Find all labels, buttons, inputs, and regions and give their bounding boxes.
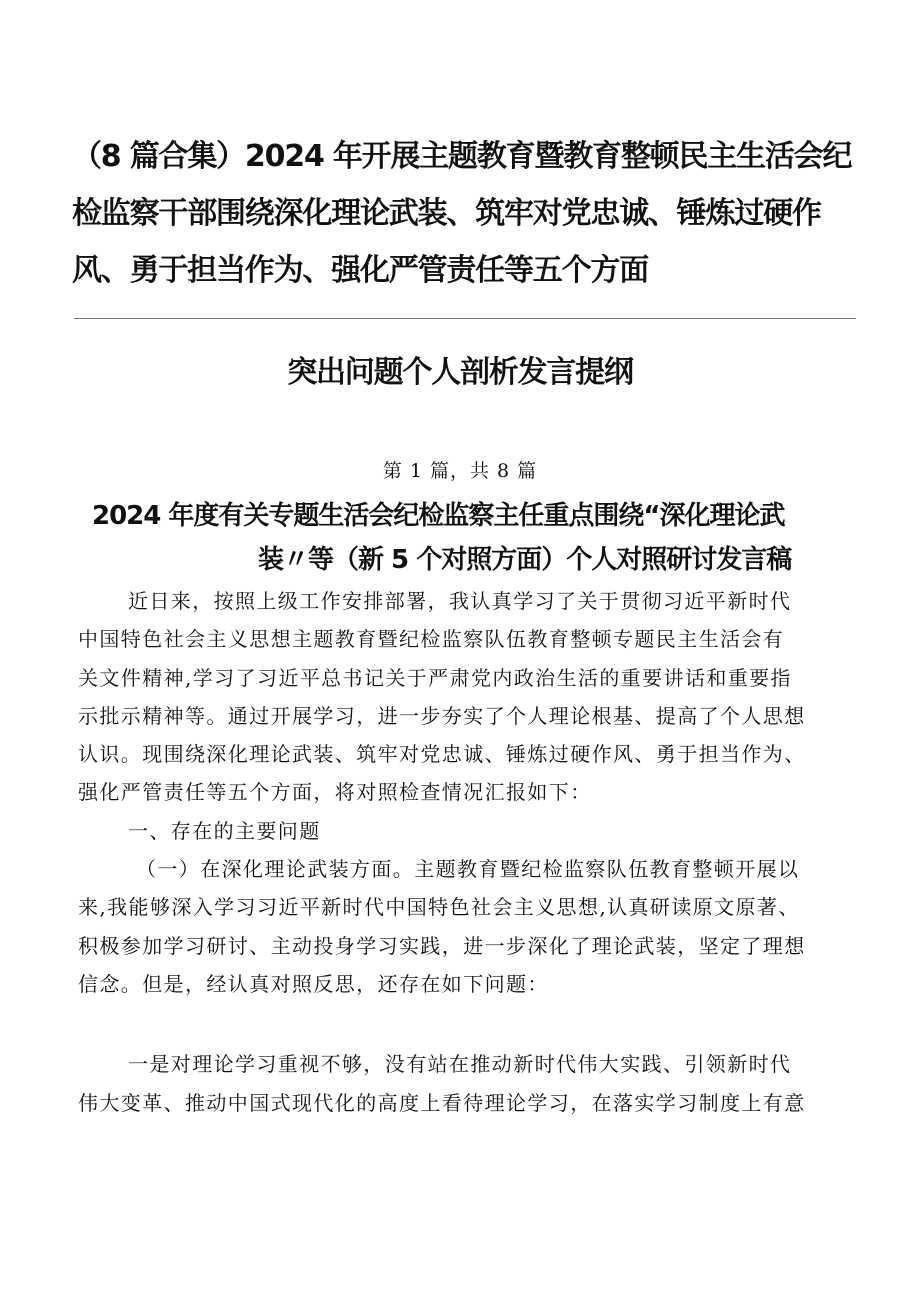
paragraph-gap xyxy=(78,1003,858,1045)
part-label: 第 1 篇，共 8 篇 xyxy=(382,460,538,482)
body-line: 关文件精神,学习了习近平总书记关于严肃党内政治生活的重要讲话和重要指 xyxy=(78,665,792,690)
title-line-4: 突出问题个人剖析发言提纲 xyxy=(287,355,633,390)
title-line-1: （8 篇合集）2024 年开展主题教育暨教育整顿民主生活会纪 xyxy=(72,139,852,174)
body-line: 认识。现围绕深化理论武装、筑牢对党忠诚、锤炼过硬作风、勇于担当作为、 xyxy=(78,742,806,767)
title-divider xyxy=(74,318,856,319)
subtitle-line-2: 装〃等（新 5 个对照方面）个人对照研讨发言稿 xyxy=(258,545,792,575)
title-line-2: 检监察干部围绕深化理论武装、筑牢对党忠诚、锤炼过硬作 xyxy=(72,196,821,231)
title-line-3: 风、勇于担当作为、强化严管责任等五个方面 xyxy=(72,253,648,288)
body-line: 强化严管责任等五个方面，将对照检查情况汇报如下： xyxy=(78,780,592,805)
body-line: 伟大变革、推动中国式现代化的高度上看待理论学习，在落实学习制度上有意 xyxy=(78,1090,806,1115)
section-heading: 一、存在的主要问题 xyxy=(128,818,321,843)
body-line: 信念。但是，经认真对照反思，还存在如下问题： xyxy=(78,971,549,996)
body-line: 来,我能够深入学习习近平新时代中国特色社会主义思想,认真研读原文原著、 xyxy=(78,895,800,920)
body-line: 一是对理论学习重视不够，没有站在推动新时代伟大实践、引领新时代 xyxy=(128,1052,792,1077)
body-line: 中国特色社会主义思想主题教育暨纪检监察队伍教育整顿专题民主生活会有 xyxy=(78,627,785,652)
body-line: 近日来，按照上级工作安排部署，我认真学习了关于贯彻习近平新时代 xyxy=(128,589,792,613)
body-line: 积极参加学习研讨、主动投身学习实践，进一步深化了理论武装，坚定了理想 xyxy=(78,933,806,958)
section-title xyxy=(72,494,862,582)
document-title xyxy=(72,128,862,299)
body-line: （一）在深化理论武装方面。主题教育暨纪检监察队伍教育整顿开展以 xyxy=(136,857,800,882)
subtitle-line-1: 2024 年度有关专题生活会纪检监察主任重点围绕“深化理论武 xyxy=(92,501,785,531)
body-line: 示批示精神等。通过开展学习，进一步夯实了个人理论根基、提高了个人思想 xyxy=(78,703,806,728)
body-text xyxy=(78,582,858,1122)
